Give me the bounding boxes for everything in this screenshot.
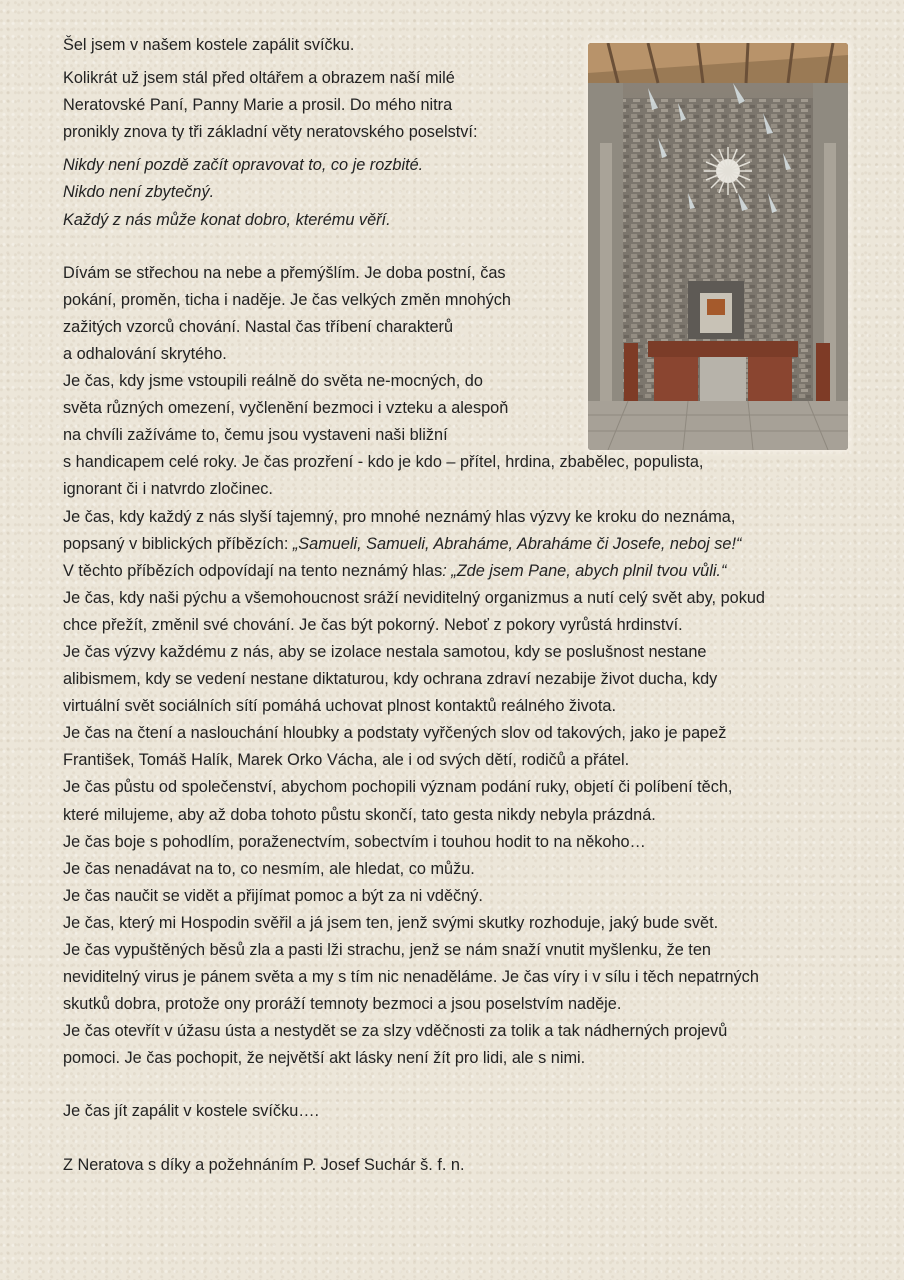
- quote-prefix: popsaný v biblických příbězích:: [63, 534, 293, 553]
- body-line: chce přežít, změnil své chování. Je čas být pokorný. Neboť z pokory vyrůstá hrdinství.: [63, 615, 683, 634]
- body-line: Je čas otevřít v úžasu ústa a nestydět se za slzy vděčnosti za tolik a tak nádherných projevů: [63, 1022, 728, 1041]
- intro-line: Neratovské Paní, Panny Marie a prosil. Do mého nitra: [63, 96, 453, 115]
- quote-prefix: V těchto příbězích odpovídají na tento neznámý hlas: [63, 561, 443, 580]
- body-line: a odhalování skrytého.: [63, 344, 227, 363]
- body-line: Je čas vypuštěných běsů zla a pasti lži strachu, jenž se nám snaží vnutit myšlenku, že ten: [63, 941, 711, 959]
- intro-line: Kolikrát už jsem stál před oltářem a obrazem naší milé: [63, 69, 455, 88]
- opening-line: Šel jsem v našem kostele zapálit svíčku.: [63, 36, 355, 54]
- signature: Z Neratova s díky a požehnáním P. Josef Suchár š. f. n.: [63, 1155, 465, 1174]
- body-line: neviditelný virus je pánem světa a my s tím nic nenaděláme. Je čas víry i v sílu i těch nepatrných: [63, 968, 759, 987]
- closing-line: Je čas jít zapálit v kostele svíčku….: [63, 1102, 320, 1121]
- body-line: světa různých omezení, vyčlenění bezmoci i vzteku a alespoň: [63, 399, 509, 418]
- body-line: Je čas boje s pohodlím, poraženectvím, sobectvím i touhou hodit to na někoho…: [63, 832, 646, 851]
- quote-text: : „Zde jsem Pane, abych plnil tvou vůli.“: [442, 561, 727, 580]
- quote-line-samuel: [63, 531, 853, 558]
- message-line: Každý z nás může konat dobro, kterému věří.: [63, 210, 391, 229]
- intro-line: pronikly znova ty tři základní věty neratovského poselství:: [63, 123, 478, 142]
- body-line: alibismem, kdy se vedení nestane diktaturou, kdy ochrana zdraví nezabije život ducha, kdy: [63, 670, 718, 689]
- body-line: Je čas, kdy každý z nás slyší tajemný, pro mnohé neznámý hlas výzvy ke kroku do neznáma,: [63, 507, 736, 526]
- body-line: Dívám se střechou na nebe a přemýšlím. Je doba postní, čas: [63, 263, 506, 282]
- body-line: ignorant či i natvrdo zločinec.: [63, 480, 273, 499]
- body-line: skutků dobra, protože ony proráží temnoty bezmoci a jsou poselstvím naděje.: [63, 995, 622, 1014]
- body-line: Je čas, který mi Hospodin svěřil a já jsem ten, jenž svými skutky rozhoduje, jaký bude svět.: [63, 913, 719, 932]
- letter-body: [63, 32, 853, 1179]
- body-line: František, Tomáš Halík, Marek Orko Vácha, ale i od svých dětí, rodičů a přátel.: [63, 751, 630, 770]
- body-line: virtuální svět sociálních sítí pomáhá uchovat plnost kontaktů reálného života.: [63, 697, 616, 716]
- body-line: s handicapem celé roky. Je čas prozření - kdo je kdo – přítel, hrdina, zbabělec, populista,: [63, 453, 704, 472]
- quote-text: „Samueli, Samueli, Abraháme, Abraháme či Josefe, neboj se!“: [292, 534, 742, 553]
- body-line: Je čas naučit se vidět a přijímat pomoc a být za ni vděčný.: [63, 886, 483, 905]
- body-line: na chvíli zažíváme to, čemu jsou vystaveni naši bližní: [63, 426, 448, 445]
- body-line: Je čas nenadávat na to, co nesmím, ale hledat, co můžu.: [63, 859, 475, 878]
- body-line: Je čas na čtení a naslouchání hloubky a podstaty vyřčených slov od takových, jako je papež: [63, 724, 727, 743]
- body-line: Je čas výzvy každému z nás, aby se izolace nestala samotou, kdy se poslušnost nestane: [63, 642, 707, 661]
- body-line: Je čas, kdy jsme vstoupili reálně do světa ne-mocných, do: [63, 372, 483, 391]
- body-line: Je čas půstu od společenství, abychom pochopili význam podání ruky, objetí či políbení těch,: [63, 778, 733, 797]
- body-line: které milujeme, aby až doba tohoto půstu skončí, tato gesta nikdy nebyla prázdná.: [63, 805, 656, 824]
- message-line: Nikdo není zbytečný.: [63, 183, 215, 202]
- body-line: pomoci. Je čas pochopit, že největší akt lásky není žít pro lidi, ale s nimi.: [63, 1049, 586, 1068]
- body-line: pokání, proměn, ticha i naděje. Je čas velkých změn mnohých: [63, 290, 511, 309]
- quote-line-answer: [63, 558, 853, 585]
- body-line: Je čas, kdy naši pýchu a všemohoucnost sráží neviditelný organizmus a nutí celý svět aby, pokud: [63, 588, 765, 607]
- body-line: zažitých vzorců chování. Nastal čas tříbení charakterů: [63, 317, 454, 336]
- message-line: Nikdy není pozdě začít opravovat to, co je rozbité.: [63, 156, 424, 175]
